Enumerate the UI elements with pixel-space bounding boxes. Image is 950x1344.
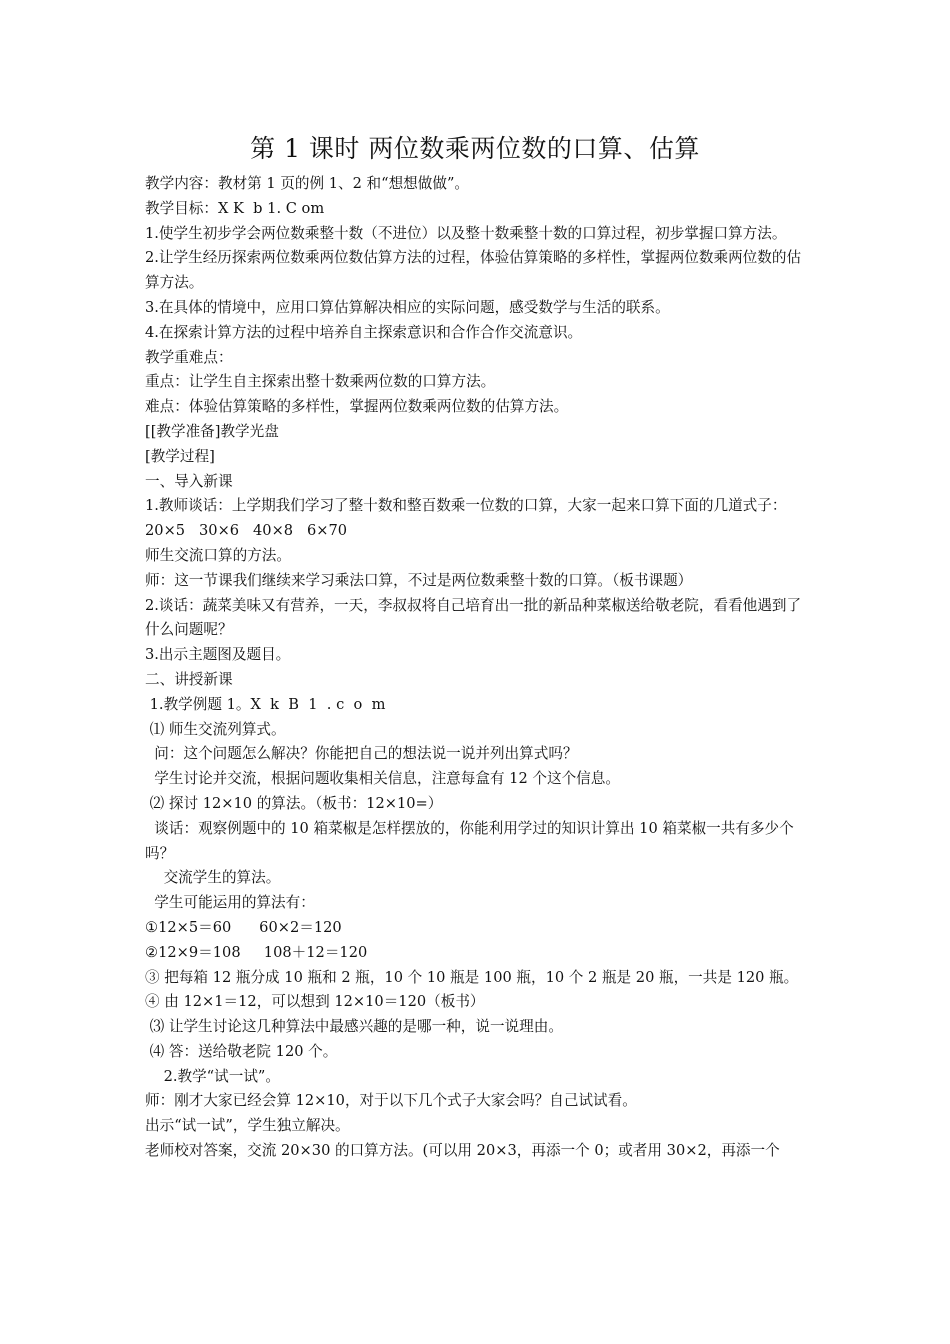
text-line: 2.谈话：蔬菜美味又有营养，一天，李叔叔将自己培育出一批的新品种菜椒送给敬老院，看看他遇到了什么问题呢？ — [145, 596, 802, 639]
document-body — [145, 172, 813, 1164]
text-line: 师生交流口算的方法。 — [145, 546, 291, 564]
text-line: ⑶ 让学生讨论这几种算法中最感兴趣的是哪一种，说一说理由。 — [145, 1018, 563, 1036]
text-line: 师：刚才大家已经会算 12×10，对于以下几个式子大家会吗？自己试试看。 — [145, 1092, 637, 1110]
text-line: [教学过程] — [145, 447, 215, 465]
text-line: 1.使学生初步学会两位数乘整十数（不进位）以及整十数乘整十数的口算过程，初步掌握口算方法。 — [145, 224, 787, 242]
text-line: 一、导入新课 — [145, 472, 233, 490]
text-line: ⑴ 师生交流列算式。 — [145, 720, 286, 738]
text-line: ⑵ 探讨 12×10 的算法。（板书：12×10=） — [145, 794, 443, 812]
text-line: 2.让学生经历探索两位数乘两位数估算方法的过程，体验估算策略的多样性，掌握两位数乘两位数的估算方法。 — [145, 249, 802, 292]
text-line: 出示“试一试”，学生独立解决。 — [145, 1117, 350, 1135]
text-line: ③ 把每箱 12 瓶分成 10 瓶和 2 瓶，10 个 10 瓶是 100 瓶，10 个 2 瓶是 20 瓶，一共是 120 瓶。 — [145, 968, 799, 986]
page-title: 第 1 课时 两位数乘两位数的口算、估算 — [250, 134, 700, 163]
text-line: ②12×9＝108 108＋12＝120 — [145, 943, 368, 961]
text-line: 20×5 30×6 40×8 6×70 — [145, 522, 348, 540]
text-line: 重点：让学生自主探索出整十数乘两位数的口算方法。 — [145, 373, 496, 391]
text-line: 师：这一节课我们继续来学习乘法口算，不过是两位数乘整十数的口算。（板书课题） — [145, 571, 693, 589]
text-line: 教学重难点： — [145, 348, 233, 366]
text-line: 4.在探索计算方法的过程中培养自主探索意识和合作合作交流意识。 — [145, 323, 583, 341]
text-line: 2.教学“试一试”。 — [145, 1067, 280, 1085]
text-line: 学生讨论并交流，根据问题收集相关信息，注意每盒有 12 个这个信息。 — [145, 770, 620, 788]
text-line: 学生可能运用的算法有： — [145, 894, 315, 912]
text-line: ⑷ 答：送给敬老院 120 个。 — [145, 1042, 338, 1060]
text-line: 教学目标：X K b 1. C om — [145, 199, 325, 217]
text-line: ④ 由 12×1＝12，可以想到 12×10＝120（板书） — [145, 993, 485, 1011]
text-line: ①12×5＝60 60×2＝120 — [145, 918, 342, 936]
text-line: 3.出示主题图及题目。 — [145, 646, 291, 664]
text-line: 二、讲授新课 — [145, 670, 233, 688]
text-line: 谈话：观察例题中的 10 箱菜椒是怎样摆放的，你能利用学过的知识计算出 10 箱菜椒一共有多少个吗？ — [145, 819, 794, 862]
text-line: 1.教学例题 1。X k B 1 . c o m — [145, 695, 386, 713]
text-line: 教学内容：教材第 1 页的例 1、2 和“想想做做”。 — [145, 175, 470, 192]
text-line: [[教学准备]教学光盘 — [145, 422, 279, 440]
text-line: 难点：体验估算策略的多样性，掌握两位数乘两位数的估算方法。 — [145, 398, 569, 416]
text-line: 交流学生的算法。 — [145, 869, 281, 887]
text-line: 老师校对答案，交流 20×30 的口算方法。(可以用 20×3，再添一个 0；或者用 30×2，再添一个 — [145, 1142, 780, 1160]
text-line: 3.在具体的情境中，应用口算估算解决相应的实际问题，感受数学与生活的联系。 — [145, 298, 670, 316]
text-line: 1.教师谈话：上学期我们学习了整十数和整百数乘一位数的口算，大家一起来口算下面的几道式子： — [145, 497, 787, 515]
text-line: 问：这个问题怎么解决？你能把自己的想法说一说并列出算式吗？ — [145, 745, 578, 763]
